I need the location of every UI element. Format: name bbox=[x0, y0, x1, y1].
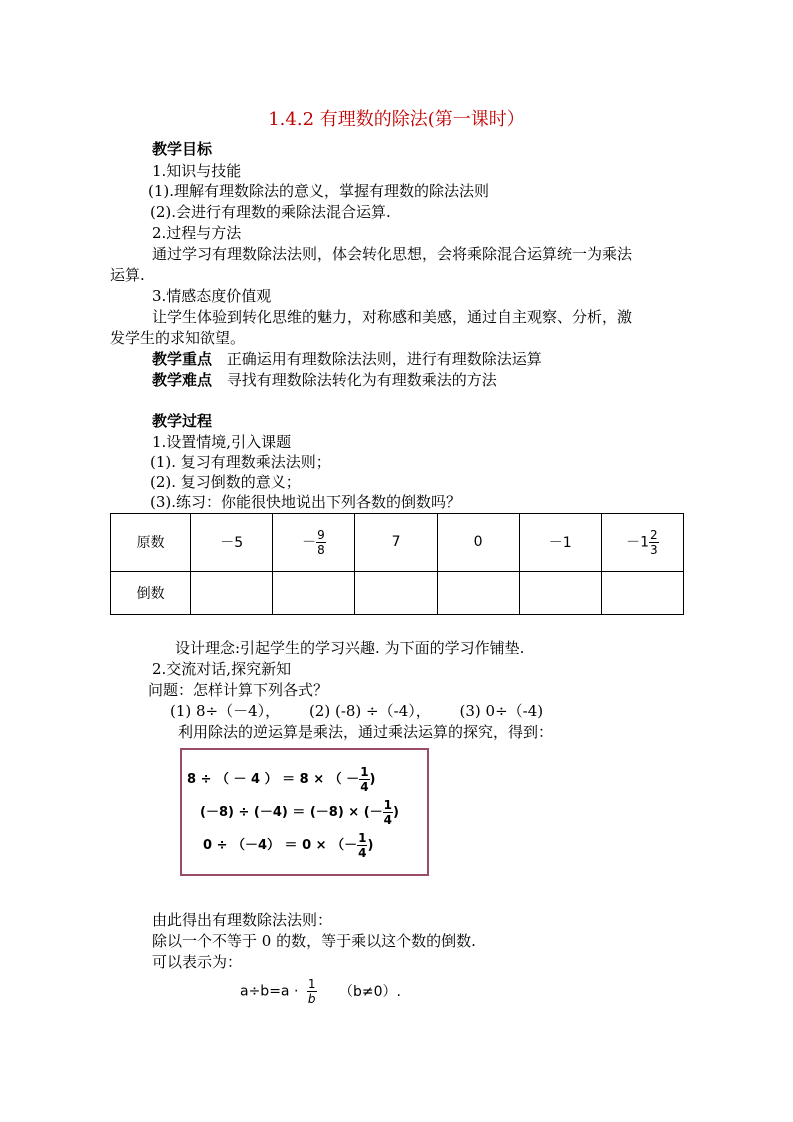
goal-1a: (1).理解有理数除法的意义，掌握有理数的除法法则 bbox=[148, 182, 490, 200]
section-goals-heading: 教学目标 bbox=[152, 140, 213, 158]
key-point-row bbox=[152, 349, 542, 369]
equation-1: 8 ÷ （ － 4 ） ＝ 8 × （ － $\frac{1}{4}$ ) bbox=[187, 765, 376, 794]
table-row bbox=[111, 514, 684, 572]
goal-1b: (2).会进行有理数的乘除法混合运算. bbox=[150, 203, 391, 221]
express-line: 可以表示为： bbox=[152, 953, 243, 971]
cell-value: 0 bbox=[437, 514, 519, 572]
equation-2: (－8) ÷ (－4) ＝ (－8) × (－ $\frac{1}{4}$ ) bbox=[200, 798, 399, 827]
goal-3a: 让学生体验到转化思维的魅力，对称感和美感，通过自主观察、分析，激 bbox=[152, 308, 633, 326]
answer-cell bbox=[601, 571, 683, 614]
process-1b: (2). 复习倒数的意义； bbox=[150, 473, 301, 491]
inverse-note: 利用除法的逆运算是乘法，通过乘法运算的探究，得到： bbox=[178, 723, 554, 741]
difficulty-text: 寻找有理数除法转化为有理数乘法的方法 bbox=[226, 371, 497, 389]
mixed-int: －1 bbox=[626, 534, 650, 551]
reciprocal-table bbox=[110, 513, 684, 615]
table-row bbox=[111, 571, 684, 614]
fraction: $\frac{2}{3}$ bbox=[650, 527, 658, 557]
equation-3: 0 ÷ （－4） ＝ 0 × （－ $\frac{1}{4}$ ) bbox=[203, 831, 374, 860]
question-2: (2) (-8) ÷（-4）， bbox=[308, 702, 431, 720]
section-process-heading: 教学过程 bbox=[152, 412, 213, 430]
process-1a: (1). 复习有理数乘法法则； bbox=[150, 453, 331, 471]
question-1: (1) 8÷（－4）， bbox=[170, 702, 281, 720]
answer-cell bbox=[437, 571, 519, 614]
difficulty-row bbox=[152, 370, 497, 390]
cell-value: －5 bbox=[191, 514, 273, 572]
row-label-reciprocal: 倒数 bbox=[111, 571, 191, 614]
answer-cell bbox=[519, 571, 601, 614]
question-line: 问题：怎样计算下列各式？ bbox=[148, 681, 329, 699]
division-formula: a÷b=a · $\frac{1}{b}$ （b≠0）. bbox=[240, 977, 401, 1006]
cell-value: －1 bbox=[519, 514, 601, 572]
answer-cell bbox=[355, 571, 437, 614]
cell-value: 7 bbox=[355, 514, 437, 572]
fraction: $\frac{1}{4}$ bbox=[383, 798, 393, 827]
sign: － bbox=[302, 534, 317, 551]
design-note: 设计理念:引起学生的学习兴趣. 为下面的学习作铺垫. bbox=[175, 639, 525, 657]
goal-1-heading: 1.知识与技能 bbox=[152, 162, 242, 180]
page-title: 1.4.2 有理数的除法(第一课时） bbox=[268, 109, 525, 130]
goal-3b: 发学生的求知欲望。 bbox=[110, 329, 246, 347]
process-2-heading: 2.交流对话,探究新知 bbox=[152, 660, 292, 678]
key-point-label: 教学重点 bbox=[152, 350, 213, 368]
row-label-original: 原数 bbox=[111, 514, 191, 572]
cell-value bbox=[273, 514, 355, 572]
fraction: $\frac{1}{4}$ bbox=[358, 831, 367, 860]
answer-cell bbox=[273, 571, 355, 614]
goal-2a: 通过学习有理数除法法则，体会转化思想，会将乘除混合运算统一为乘法 bbox=[152, 245, 633, 263]
fraction: $\frac{1}{4}$ bbox=[360, 765, 369, 794]
process-1c: (3).练习：你能很快地说出下列各数的倒数吗？ bbox=[150, 493, 462, 511]
goal-3-heading: 3.情感态度价值观 bbox=[152, 287, 272, 305]
goal-2-heading: 2.过程与方法 bbox=[152, 224, 242, 242]
process-1-heading: 1.设置情境,引入课题 bbox=[152, 433, 292, 451]
cell-value bbox=[601, 514, 683, 572]
conclusion-line: 由此得出有理数除法法则： bbox=[152, 911, 333, 929]
difficulty-label: 教学难点 bbox=[152, 371, 213, 389]
question-items bbox=[170, 701, 543, 721]
division-rule: 除以一个不等于 0 的数，等于乘以这个数的倒数. bbox=[152, 932, 476, 950]
fraction: $\frac{1}{b}$ bbox=[307, 977, 316, 1006]
answer-cell bbox=[191, 571, 273, 614]
goal-2b: 运算. bbox=[110, 266, 145, 284]
fraction: $\frac{9}{8}$ bbox=[317, 527, 325, 557]
question-3: (3) 0÷（-4) bbox=[459, 702, 544, 720]
key-point-text: 正确运用有理数除法法则，进行有理数除法运算 bbox=[226, 350, 542, 368]
